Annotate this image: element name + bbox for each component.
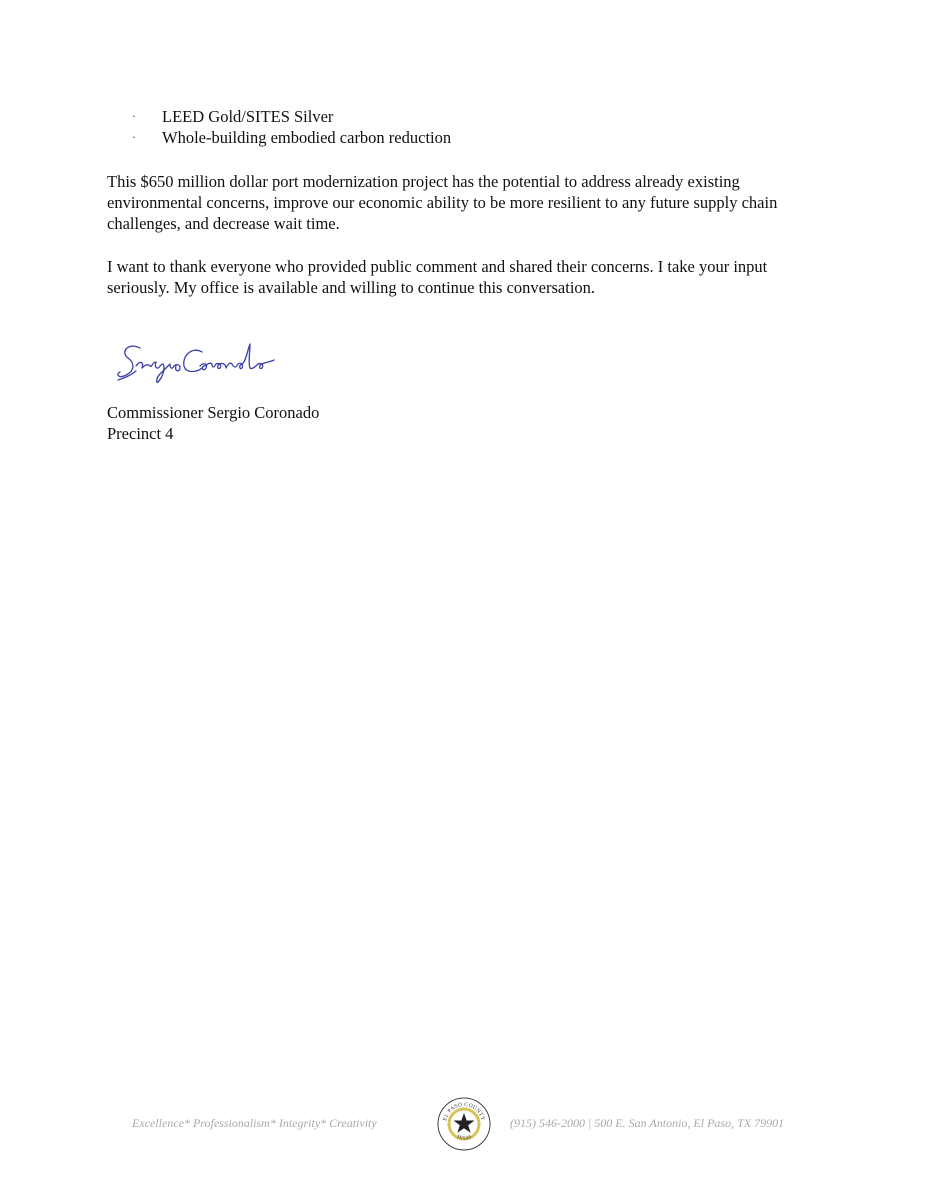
body-paragraph: I want to thank everyone who provided public comment and shared their concerns. I take your input seriously. My office is available and willing to continue this conversation. (107, 257, 768, 297)
bullet-text: Whole-building embodied carbon reduction (162, 128, 452, 147)
bullet-text: LEED Gold/SITES Silver (162, 107, 334, 126)
footer-contact: (915) 546-2000 | 500 E. San Antonio, El Paso, TX 79901 (510, 1116, 785, 1130)
bullet-marker: · (132, 109, 136, 123)
body-paragraph: This $650 million dollar port modernization project has the potential to address already existing environmental concerns, improve our economic ability to be more resilient to any future supply chain challenges, and decrease wait time. (107, 172, 778, 233)
signatory-name: Commissioner Sergio Coronado (107, 403, 320, 422)
signatory-title: Precinct 4 (107, 424, 174, 443)
seal-bottom-text: TEXAS (455, 1134, 473, 1142)
signature-block (107, 402, 319, 444)
bullet-marker: · (132, 130, 136, 144)
list-item (132, 127, 451, 148)
list-item (132, 106, 451, 127)
county-seal-icon (436, 1096, 492, 1152)
seal-top-text: EL PASO COUNTY (442, 1101, 486, 1122)
footer-values: Excellence* Professionalism* Integrity* Creativity (132, 1116, 377, 1130)
handwritten-signature (110, 338, 280, 386)
bullet-list (132, 106, 451, 148)
